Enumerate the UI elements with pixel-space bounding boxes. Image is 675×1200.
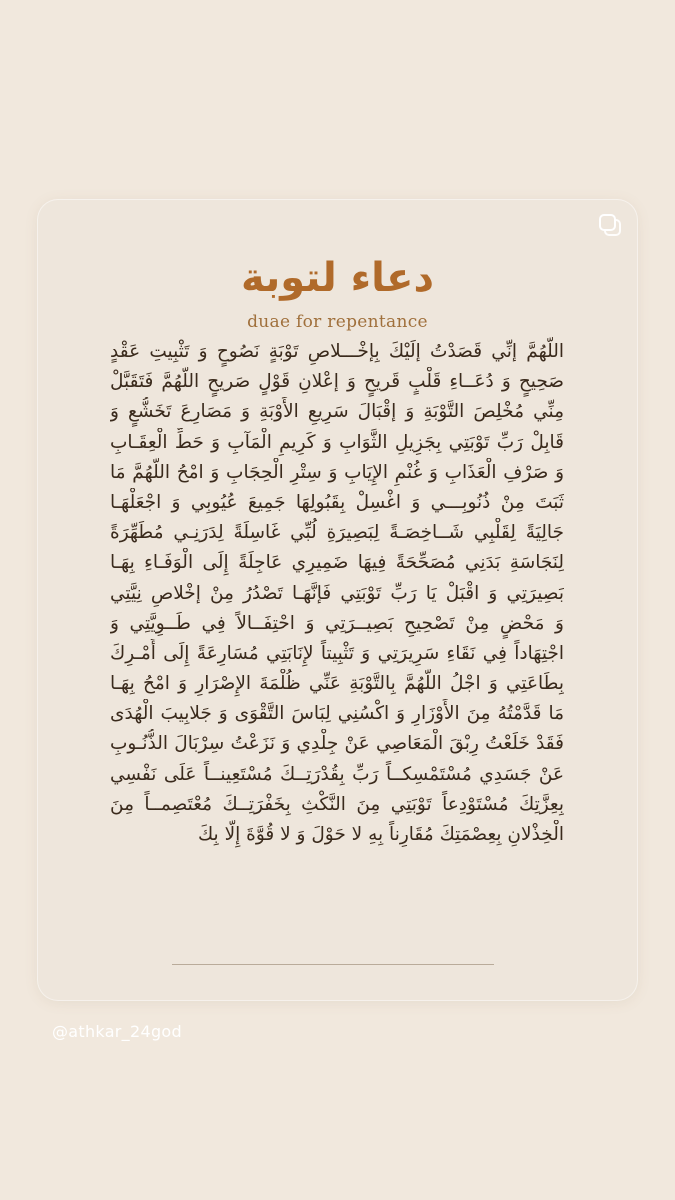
dua-line: وَ مَحْضٍ مِنْ تَصْحِيحِ بَصِيــرَتِي وَ احْتِفَــالاً فِي طَــوِيَّتِي وَ [110, 612, 564, 634]
dua-line: قَابِلْ رَبِّ تَوْبَتِي بِجَزِيلِ الثَّوَابِ وَ كَرِيمِ الْمَآبِ وَ حَطِّ الْعِقَـابِ [110, 431, 564, 453]
dua-line: عَنْ جَسَدِي مُسْتَمْسِكــاً رَبِّ بِقُدْرَتِــكَ مُسْتَعِينــاً عَلَى نَفْسِي [110, 763, 564, 785]
dua-line: جَالِيَةً لِقَلْبِي شَــاخِصَـةً لِبَصِيرَةِ لُبِّي غَاسِلَةً لِدَرَنِـي مُطَهِّرَةً [110, 522, 564, 544]
dua-line: بَصِيرَتِي وَ اقْبَلْ يَا رَبِّ تَوْبَتِي فَإنَّهَـا تَصْدُرُ مِنْ إخْلاصِ نِيَّتِي [110, 582, 564, 604]
dua-line: فَقَدْ خَلَعْتُ رِبْقَ الْمَعَاصِي عَنْ جِلْدِي وَ نَزَعْتُ سِرْبَالَ الذُّنُـوبِ [110, 733, 564, 755]
dua-line: لِنَجَاسَةِ بَدَنِي مُصَحِّحَةً فِيهَا ضَمِيرِي عَاجِلَةً إِلَى الْوَفَـاءِ بِهَـا [110, 552, 564, 574]
dua-line: وَ صَرْفِ الْعَذَابِ وَ غُنْمِ الإِيَابِ وَ سِتْرِ الْحِجَابِ وَ امْحُ اللَّهُمَّ مَا [110, 461, 564, 483]
mention-tag[interactable]: @athkar_24god [52, 1022, 182, 1041]
dua-line: بِطَاعَتِي وَ اجْلُ اللَّهُمَّ بِالتَّوْبَةِ عَنِّي ظُلْمَةَ الإِصْرَارِ وَ امْحُ بِهَـا [110, 673, 564, 695]
dua-text [110, 337, 564, 850]
multiple-posts-icon[interactable] [599, 214, 623, 238]
dua-line: اللّهُمَّ إنِّي قَصَدْتُ إلَيْكَ بِإخْـــلاصِ تَوْبَةٍ نَصُوحٍ وَ تَثْبِيتِ عَقْدٍ [110, 341, 564, 362]
divider-line [172, 964, 494, 965]
dua-line: بِعِزَّتِكَ مُسْتَوْدِعاً تَوْبَتِي مِنَ النَّكْثِ بِخَفْرَتِــكَ مُعْتَصِمــاً مِنَ [110, 793, 564, 815]
english-subtitle: duae for repentance [247, 312, 428, 332]
post-card [38, 200, 637, 1000]
arabic-title: دعاء لتوبة [241, 255, 434, 301]
dua-line: مِنِّي مُخْلِصَ التَّوْبَةِ وَ إقْبَالَ سَرِيعِ الأَوْبَةِ وَ مَصَارِعَ تَخَشُّعٍ وَ [110, 401, 564, 423]
copy-icon-front [599, 214, 616, 231]
dua-line: مَا قَدَّمْتُهُ مِنَ الأَوْزَارِ وَ اكْسُنِي لِبَاسَ التَّقْوَى وَ جَلابِيبَ الْهُدَى [110, 703, 564, 725]
dua-line: ثَبَتَ مِنْ ذُنُوبِـــي وَ اغْسِلْ بِقَبُولِهَا جَمِيعَ عُيُوبِي وَ اجْعَلْهَـا [110, 491, 564, 513]
dua-line: صَحِيحٍ وَ دُعَــاءِ قَلْبٍ قَريحٍ وَ إعْلانِ قَوْلٍ صَريحٍ اللَّهُمَّ فَتَقَبَّلْ [110, 371, 564, 393]
dua-line: اجْتِهَاداً فِي نَقَاءِ سَرِيرَتِي وَ تَثْبِيتاً لإِنَابَتِي مُسَارِعَةً إِلَى أَمْـرِكَ [110, 642, 564, 664]
dua-line: الْخِذْلانِ بِعِصْمَتِكَ مُقَارِناً بِهِ لا حَوْلَ وَ لا قُوَّةَ إِلَّا بِكَ [197, 824, 564, 845]
